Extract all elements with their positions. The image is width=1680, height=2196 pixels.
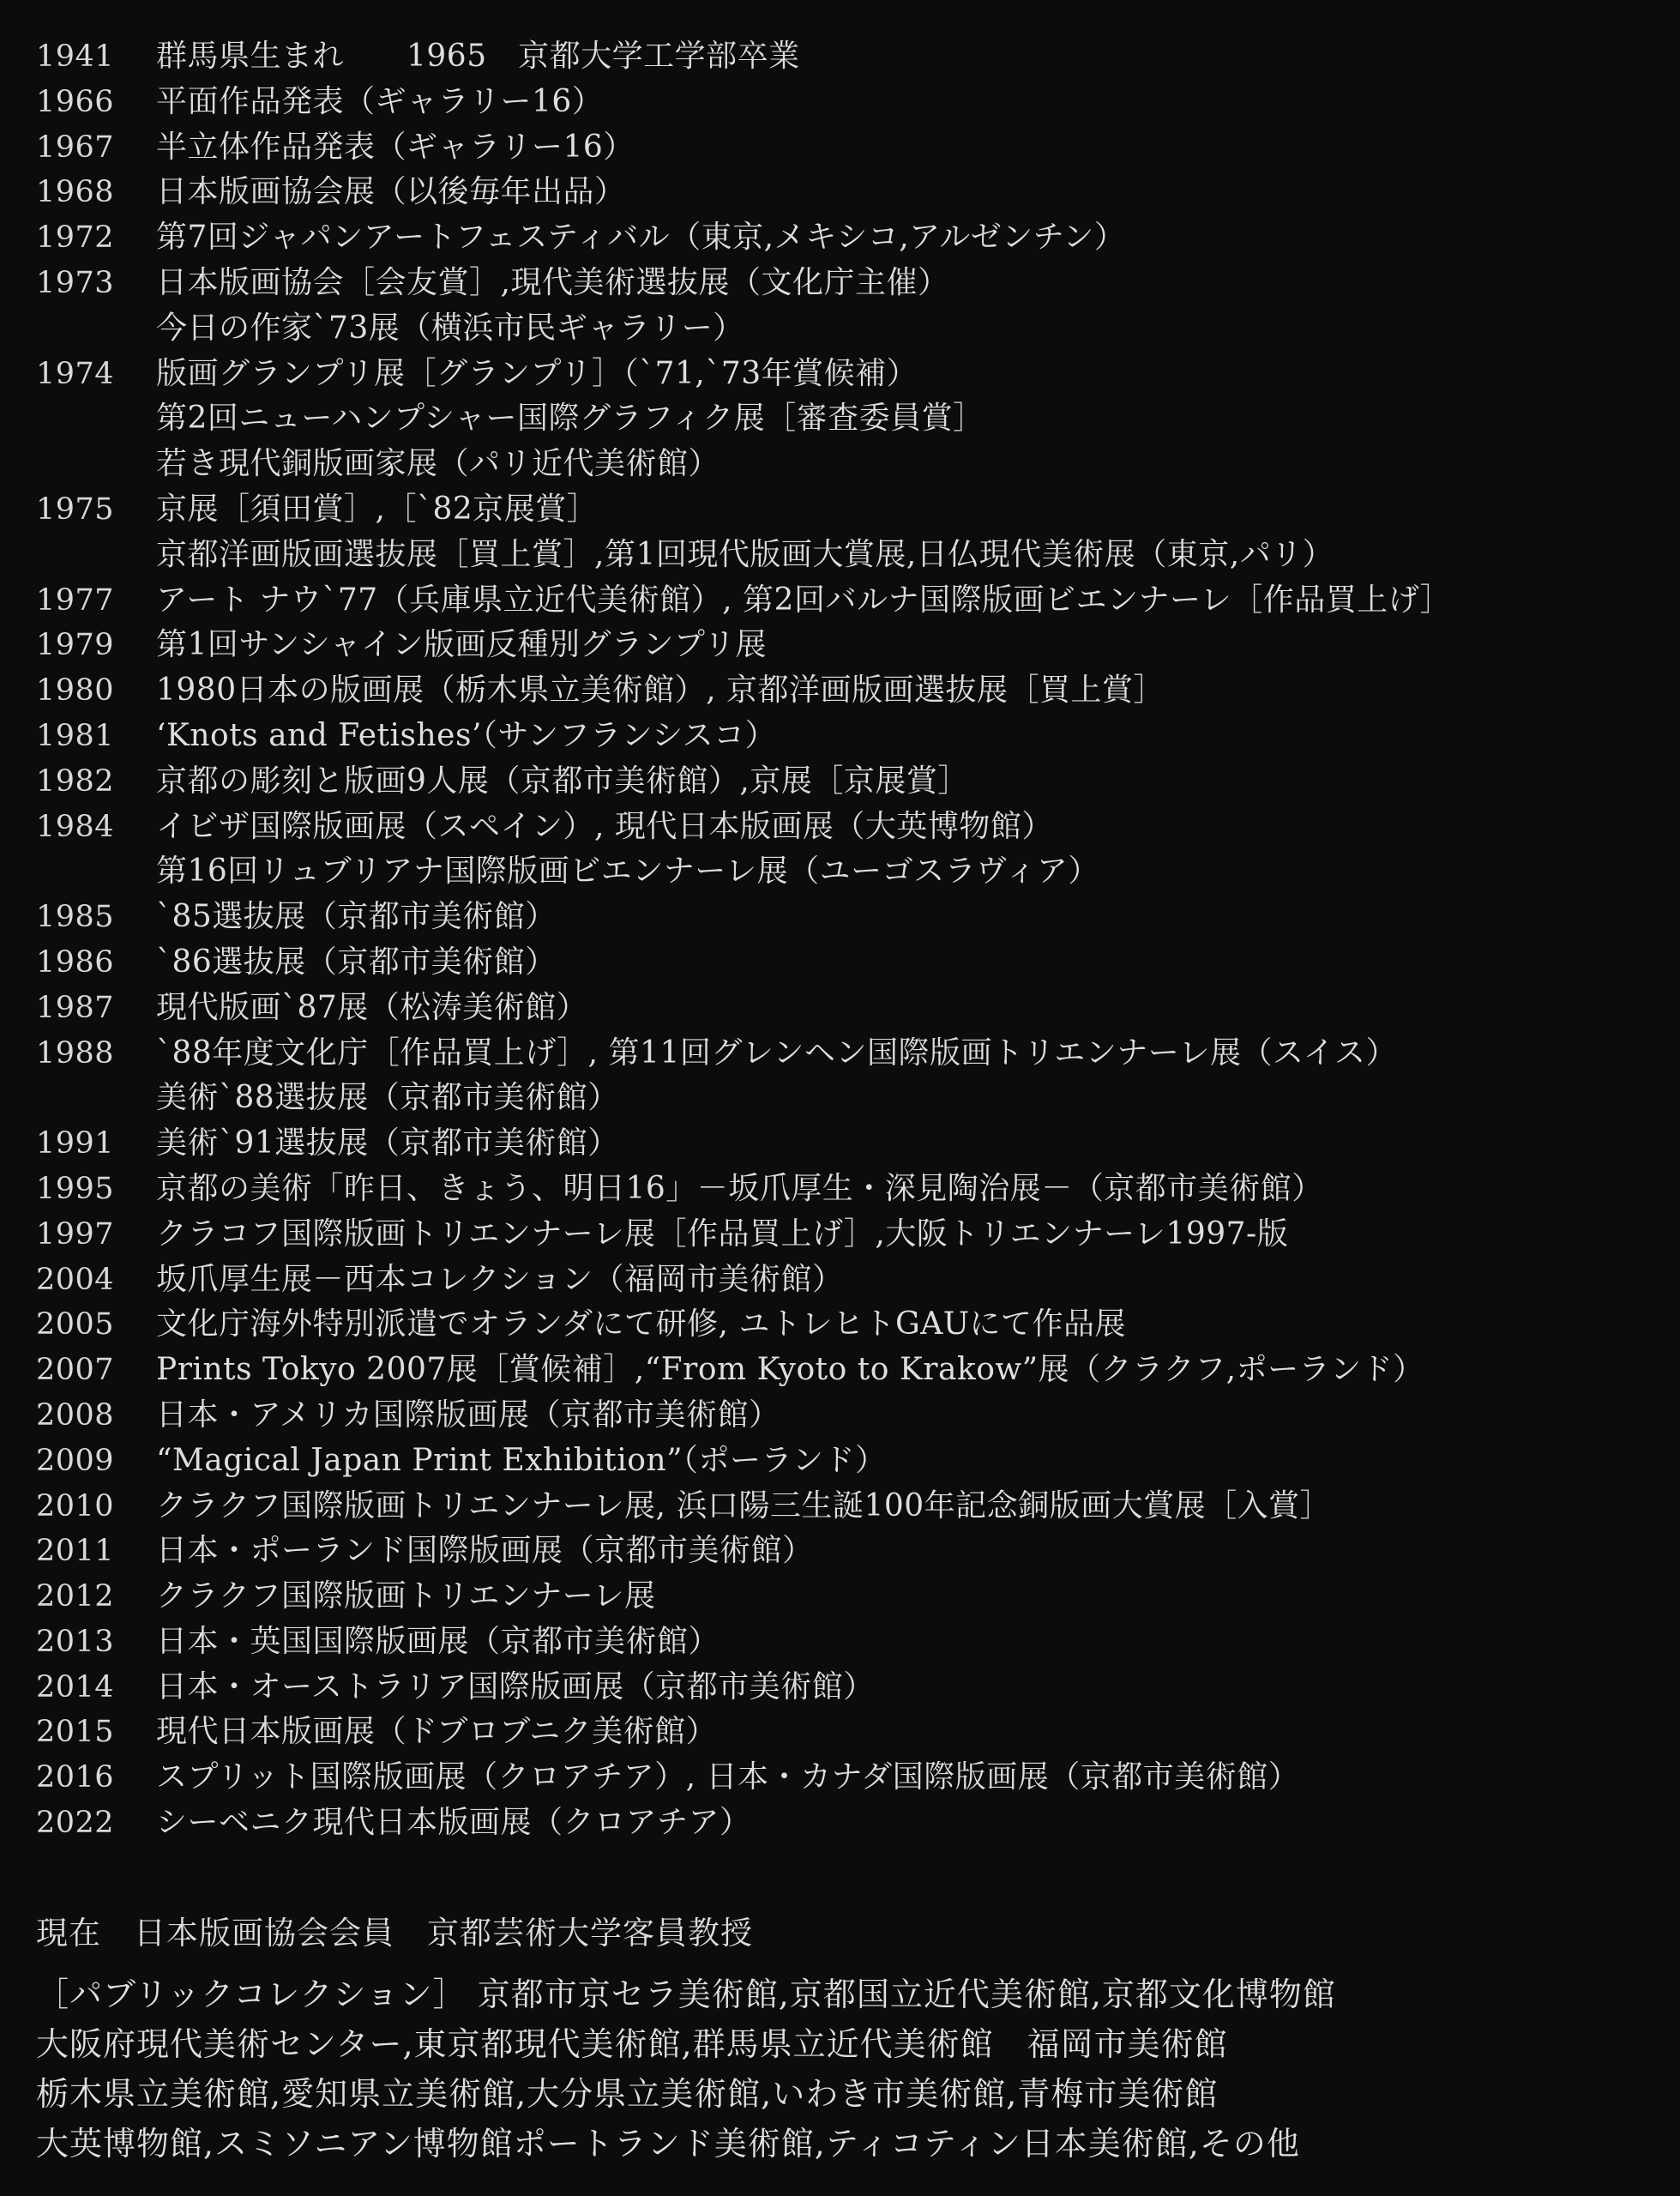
chronology-text: 日本版画協会展（以後毎年出品）: [156, 174, 626, 210]
chronology-row: [36, 125, 1648, 171]
chronology-row: [36, 1801, 1648, 1846]
chronology-row: [36, 533, 1648, 578]
chronology-year: 2011: [36, 1534, 115, 1569]
chronology-text: 美術`88選抜展（京都市美術館）: [156, 1080, 619, 1116]
chronology-row: [36, 1212, 1648, 1258]
chronology-text: 日本・アメリカ国際版画展（京都市美術館）: [156, 1397, 780, 1433]
chronology-year: 2014: [36, 1669, 115, 1704]
chronology-row: [36, 1393, 1648, 1439]
chronology-year: 1968: [36, 175, 115, 210]
chronology-year: 1941: [36, 39, 115, 74]
chronology-text: 美術`91選抜展（京都市美術館）: [156, 1125, 619, 1161]
chronology-text: 第2回ニューハンプシャー国際グラフィク展［審査委員賞］: [156, 401, 985, 437]
chronology-year: 1988: [36, 1035, 115, 1071]
chronology-text: 坂爪厚生展－西本コレクション（福岡市美術館）: [156, 1261, 844, 1297]
chronology-year: 2010: [36, 1488, 115, 1523]
chronology-text: 京都の彫刻と版画9人展（京都市美術館）,京展［京展賞］: [156, 763, 969, 799]
chronology-year: 1984: [36, 809, 115, 844]
collection-line: 栃木県立美術館,愛知県立美術館,大分県立美術館,いわき市美術館,青梅市美術館: [36, 2075, 1219, 2113]
chronology-year: 1979: [36, 628, 115, 663]
chronology-text: `85選抜展（京都市美術館）: [156, 899, 557, 935]
chronology-text: Prints Tokyo 2007展［賞候補］,“From Kyoto to Krakow”展（クラクフ,ポーランド）: [156, 1352, 1424, 1388]
chronology-text: 1980日本の版画展（栃木県立美術館）, 京都洋画版画選抜展［買上賞］: [156, 673, 1165, 709]
chronology-text: アート ナウ`77（兵庫県立近代美術館）, 第2回バルナ国際版画ビエンナーレ［作品買上げ］: [156, 582, 1452, 618]
chronology-row: [36, 1529, 1648, 1574]
chronology-text: “Magical Japan Print Exhibition”（ポーランド）: [156, 1442, 887, 1478]
chronology-row: [36, 261, 1648, 306]
chronology-row: [36, 1710, 1648, 1755]
chronology-text: 第1回サンシャイン版画反種別グランプリ展: [156, 627, 768, 663]
chronology-text: クラクフ国際版画トリエンナーレ展, 浜口陽三生誕100年記念銅版画大賞展［入賞］: [156, 1487, 1332, 1523]
chronology-row: [36, 1167, 1648, 1212]
chronology-text: 現代版画`87展（松涛美術館）: [156, 989, 588, 1025]
collection-line: ［パブリックコレクション］ 京都市京セラ美術館,京都国立近代美術館,京都文化博物館: [36, 1976, 1336, 2013]
chronology-row: [36, 986, 1648, 1031]
chronology-row: [36, 1484, 1648, 1529]
chronology-text: `86選抜展（京都市美術館）: [156, 944, 557, 980]
chronology-year: 2008: [36, 1397, 115, 1433]
chronology-row: [36, 1076, 1648, 1121]
chronology-year: 1972: [36, 220, 115, 256]
chronology-text: クラクフ国際版画トリエンナーレ展: [156, 1578, 656, 1614]
chronology-row: [36, 306, 1648, 352]
chronology-text: `88年度文化庁［作品買上げ］, 第11回グレンヘン国際版画トリエンナーレ展（スイス）: [156, 1035, 1397, 1071]
chronology-year: 2004: [36, 1262, 115, 1297]
chronology-row: [36, 1348, 1648, 1393]
chronology-year: 1997: [36, 1216, 115, 1252]
chronology-year: 2009: [36, 1443, 115, 1478]
chronology-text: スプリット国際版画展（クロアチア）, 日本・カナダ国際版画展（京都市美術館）: [156, 1759, 1300, 1795]
chronology-row: [36, 34, 1648, 80]
current-position: 現在 日本版画協会会員 京都芸術大学客員教授: [36, 1915, 753, 1952]
chronology-text: 日本・オーストラリア国際版画展（京都市美術館）: [156, 1668, 875, 1704]
chronology-row: [36, 215, 1648, 261]
chronology-row: [36, 805, 1648, 850]
chronology-row: [36, 396, 1648, 442]
chronology-text: 第16回リュブリアナ国際版画ビエンナーレ展（ユーゴスラヴィア）: [156, 854, 1099, 890]
chronology-row: [36, 80, 1648, 125]
chronology-year: 1982: [36, 763, 115, 799]
collection-line: 大英博物館,スミソニアン博物館ポートランド美術館,ティコティン日本美術館,その他: [36, 2125, 1300, 2163]
chronology-year: 1967: [36, 130, 115, 165]
chronology-text: 現代日本版画展（ドブロブニク美術館）: [156, 1714, 718, 1750]
chronology-row: [36, 849, 1648, 895]
chronology-row: [36, 714, 1648, 759]
chronology-text: シーベニク現代日本版画展（クロアチア）: [156, 1805, 751, 1841]
chronology-text: 京都の美術「昨日、きょう、明日16」－坂爪厚生・深見陶治展－（京都市美術館）: [156, 1170, 1323, 1206]
chronology-text: 版画グランプリ展［グランプリ］（`71,`73年賞候補）: [156, 355, 918, 391]
chronology-row: [36, 1665, 1648, 1710]
chronology-row: [36, 1439, 1648, 1484]
chronology-row: [36, 623, 1648, 668]
chronology-text: 若き現代銅版画家展（パリ近代美術館）: [156, 446, 720, 482]
chronology-row: [36, 442, 1648, 487]
chronology-year: 1975: [36, 492, 115, 527]
chronology-row: [36, 1620, 1648, 1665]
chronology-year: 1995: [36, 1171, 115, 1206]
chronology-text: 日本版画協会［会友賞］,現代美術選抜展（文化庁主催）: [156, 264, 949, 300]
chronology-year: 2007: [36, 1353, 115, 1388]
chronology-year: 2016: [36, 1760, 115, 1795]
chronology-row: [36, 1302, 1648, 1348]
chronology-year: 1991: [36, 1126, 115, 1161]
chronology-year: 1981: [36, 718, 115, 753]
chronology-row: [36, 940, 1648, 986]
chronology-text: 今日の作家`73展（横浜市民ギャラリー）: [156, 310, 744, 346]
chronology-row: [36, 487, 1648, 533]
chronology-text: 文化庁海外特別派遣でオランダにて研修, ユトレヒトGAUにて作品展: [156, 1306, 1127, 1342]
chronology-year: 2012: [36, 1579, 115, 1614]
chronology-row: [36, 1258, 1648, 1303]
chronology-row: [36, 895, 1648, 940]
chronology-row: [36, 759, 1648, 805]
chronology-row: [36, 578, 1648, 624]
chronology-text: ‘Knots and Fetishes’（サンフランシスコ）: [156, 717, 777, 753]
chronology-year: 1980: [36, 673, 115, 709]
chronology-year: 2015: [36, 1715, 115, 1750]
chronology-text: 日本・英国国際版画展（京都市美術館）: [156, 1623, 720, 1659]
chronology-row: [36, 1755, 1648, 1801]
chronology-text: イビザ国際版画展（スペイン）, 現代日本版画展（大英博物館）: [156, 808, 1053, 844]
chronology-year: 1966: [36, 84, 115, 119]
chronology-year: 2005: [36, 1307, 115, 1342]
chronology-row: [36, 352, 1648, 397]
chronology-text: 日本・ポーランド国際版画展（京都市美術館）: [156, 1533, 814, 1569]
chronology-text: 群馬県生まれ 1965 京都大学工学部卒業: [156, 39, 800, 74]
chronology-text: 平面作品発表（ギャラリー16）: [156, 83, 604, 119]
chronology-year: 1987: [36, 990, 115, 1025]
chronology-row: [36, 1121, 1648, 1167]
chronology-year: 1985: [36, 900, 115, 935]
chronology-text: 京都洋画版画選抜展［買上賞］,第1回現代版画大賞展,日仏現代美術展（東京,パリ）: [156, 536, 1334, 572]
chronology-year: 1973: [36, 265, 115, 300]
chronology-year: 2013: [36, 1624, 115, 1659]
public-collection: [36, 1970, 1648, 2169]
chronology-row: [36, 668, 1648, 714]
chronology-row: [36, 1031, 1648, 1077]
chronology-text: クラコフ国際版画トリエンナーレ展［作品買上げ］,大阪トリエンナーレ1997-版: [156, 1216, 1289, 1252]
chronology-text: 半立体作品発表（ギャラリー16）: [156, 129, 635, 165]
chronology-year: 2022: [36, 1806, 115, 1841]
chronology-row: [36, 170, 1648, 215]
chronology-text: 京展［須田賞］,［`82京展賞］: [156, 491, 599, 527]
chronology-list: [36, 34, 1648, 1846]
chronology-row: [36, 1574, 1648, 1620]
chronology-text: 第7回ジャパンアートフェスティバル（東京,メキシコ,アルゼンチン）: [156, 220, 1126, 256]
chronology-year: 1986: [36, 944, 115, 980]
collection-line: 大阪府現代美術センター,東京都現代美術館,群馬県立近代美術館 福岡市美術館: [36, 2025, 1228, 2063]
chronology-year: 1977: [36, 582, 115, 618]
chronology-year: 1974: [36, 356, 115, 391]
